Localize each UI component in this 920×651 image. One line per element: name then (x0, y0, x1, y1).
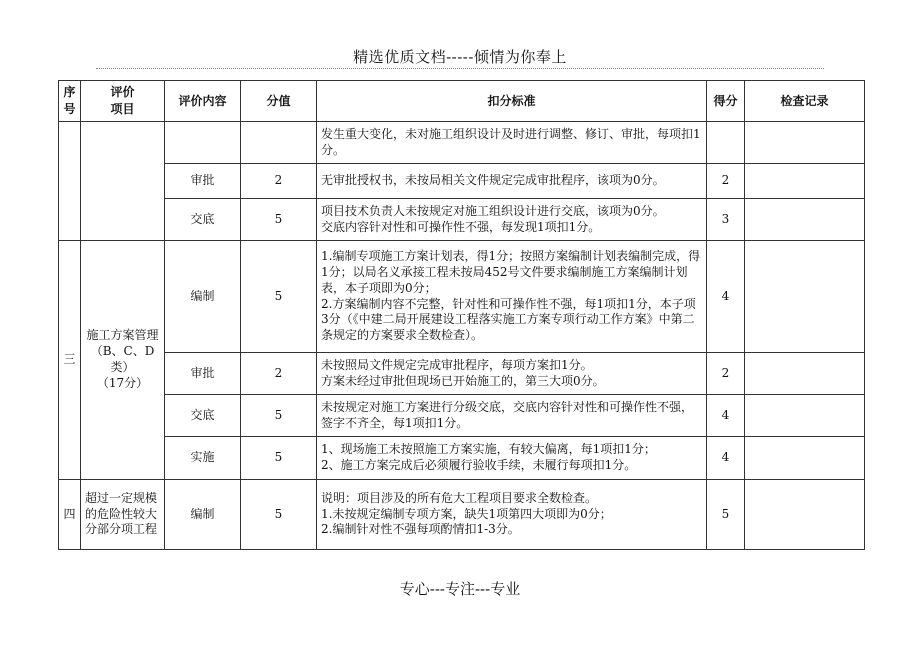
row-score: 5 (241, 241, 317, 353)
row-got: 5 (707, 480, 745, 550)
row-content: 审批 (165, 353, 241, 395)
row-score: 5 (241, 199, 317, 241)
row-record (745, 437, 865, 480)
table-row (59, 437, 865, 480)
table-row (59, 199, 865, 241)
row-content: 编制 (165, 480, 241, 550)
row-deduction: 1、现场施工未按照施工方案实施，有较大偏离，每1项扣1分； 2、施工方案完成后必须履行验收手续，未履行每项扣1分。 (317, 437, 707, 480)
row-deduction: 项目技术负责人未按规定对施工组织设计进行交底，该项为0分。 交底内容针对性和可操作性不强，每发现1项扣1分。 (317, 199, 707, 241)
group-seq: 四 (59, 480, 81, 550)
row-got (707, 122, 745, 164)
table-row (59, 353, 865, 395)
row-got: 4 (707, 241, 745, 353)
row-content: 交底 (165, 395, 241, 437)
group-item: 施工方案管理 （B、C、D类） （17分） (81, 241, 165, 480)
row-content: 审批 (165, 164, 241, 199)
header-content: 评价内容 (165, 81, 241, 122)
row-score: 5 (241, 395, 317, 437)
row-record (745, 164, 865, 199)
group-item (81, 122, 165, 241)
row-got: 2 (707, 353, 745, 395)
row-record (745, 199, 865, 241)
row-score: 2 (241, 353, 317, 395)
table-row (59, 164, 865, 199)
row-content (165, 122, 241, 164)
row-record (745, 480, 865, 550)
row-score (241, 122, 317, 164)
table-row (59, 241, 865, 353)
row-score: 5 (241, 437, 317, 480)
header-seq: 序 号 (59, 81, 81, 122)
row-deduction: 发生重大变化，未对施工组织设计及时进行调整、修订、审批，每项扣1分。 (317, 122, 707, 164)
row-record (745, 395, 865, 437)
group-seq: 三 (59, 241, 81, 480)
row-record (745, 241, 865, 353)
page-footer: 专心---专注---专业 (399, 580, 521, 598)
row-got: 3 (707, 199, 745, 241)
group-item: 超过一定规模的危险性较大分部分项工程 (81, 480, 165, 550)
row-score: 2 (241, 164, 317, 199)
row-content: 交底 (165, 199, 241, 241)
header-rule (96, 68, 824, 69)
row-got: 2 (707, 164, 745, 199)
header-record: 检查记录 (745, 81, 865, 122)
group-seq (59, 122, 81, 241)
row-got: 4 (707, 395, 745, 437)
page-header: 精选优质文档-----倾情为你奉上 (353, 48, 567, 66)
row-got: 4 (707, 437, 745, 480)
header-deduction: 扣分标准 (317, 81, 707, 122)
header-got: 得分 (707, 81, 745, 122)
table-row (59, 480, 865, 550)
row-content: 实施 (165, 437, 241, 480)
table-row (59, 395, 865, 437)
header-score: 分值 (241, 81, 317, 122)
row-record (745, 122, 865, 164)
table-row (59, 122, 865, 164)
header-item: 评价 项目 (81, 81, 165, 122)
row-deduction: 未按照局文件规定完成审批程序，每项方案扣1分。 方案未经过审批但现场已开始施工的，第三大项0分。 (317, 353, 707, 395)
evaluation-table (58, 80, 865, 550)
row-score: 5 (241, 480, 317, 550)
row-deduction: 无审批授权书，未按局相关文件规定完成审批程序，该项为0分。 (317, 164, 707, 199)
table-header-row (59, 81, 865, 122)
row-deduction: 1.编制专项施工方案计划表，得1分；按照方案编制计划表编制完成，得1分；以局名义承接工程未按局452号文件要求编制施工方案编制计划表，本子项即为0分； 2.方案编制内容不完整，针对性和可操作性不强，每1项扣1分，本子项3分（《中建二局开展建设工程落实施工方案专项行动工作方案》中第二条规定的方案要求全数检查）。 (317, 241, 707, 353)
row-record (745, 353, 865, 395)
row-deduction: 未按规定对施工方案进行分级交底，交底内容针对性和可操作性不强，签字不齐全，每1项扣1分。 (317, 395, 707, 437)
row-deduction: 说明：项目涉及的所有危大工程项目要求全数检查。 1.未按规定编制专项方案，缺失1项第四大项即为0分； 2.编制针对性不强每项酌情扣1-3分。 (317, 480, 707, 550)
row-content: 编制 (165, 241, 241, 353)
